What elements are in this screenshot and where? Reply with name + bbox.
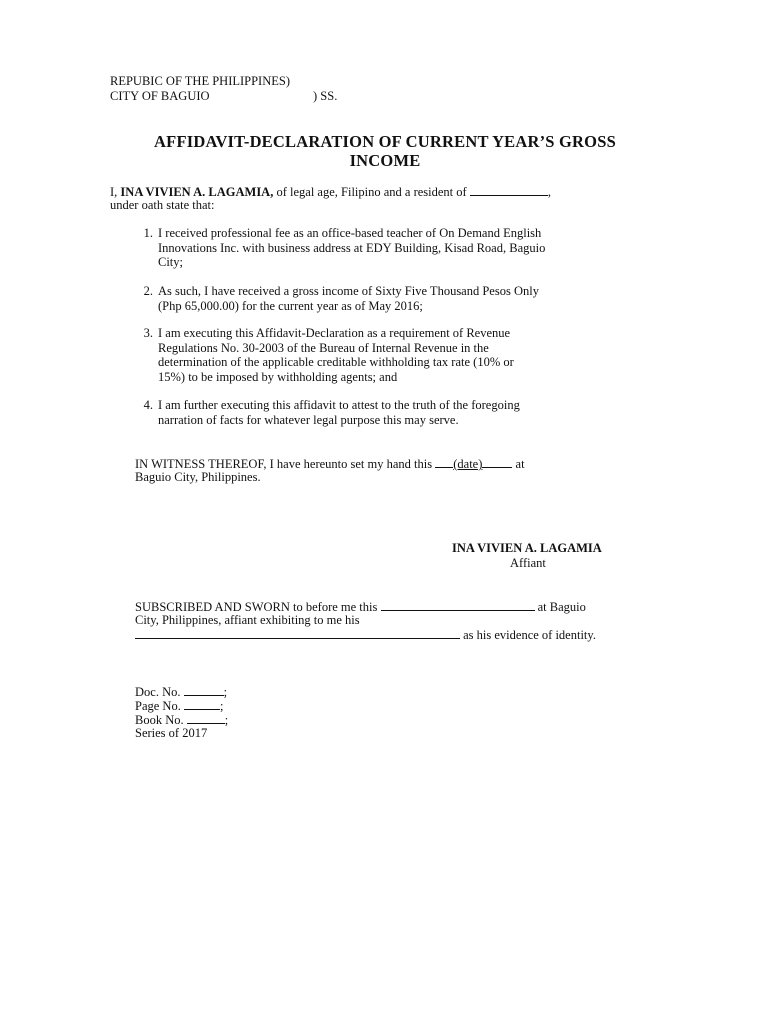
list-line: As such, I have received a gross income of Sixty Five Thousand Pesos Only xyxy=(158,284,539,298)
jurat-text-end: at Baguio xyxy=(534,600,586,614)
doc-no-blank xyxy=(184,684,224,696)
list-item-text xyxy=(158,398,638,427)
intro-line2: under oath state that: xyxy=(110,198,215,212)
list-number: 2. xyxy=(143,284,153,298)
list-item-1 xyxy=(0,226,768,269)
intro-text: of legal age, Filipino and a resident of xyxy=(273,185,470,199)
list-line: 15%) to be imposed by withholding agents; and xyxy=(158,369,398,384)
jurat-date-blank xyxy=(381,599,535,611)
id-blank xyxy=(135,627,460,639)
list-item-2 xyxy=(0,284,768,313)
book-no-end: ; xyxy=(224,713,229,727)
list-item-4 xyxy=(0,398,768,427)
residence-blank xyxy=(470,184,548,196)
caption-ss: ) SS. xyxy=(313,89,338,103)
list-line: (Php 65,000.00) for the current year as of May 2016; xyxy=(158,298,423,313)
doc-no-label: Doc. No. xyxy=(135,685,184,699)
page-no-label: Page No. xyxy=(135,699,184,713)
date-blank-left xyxy=(435,456,453,468)
page-no-blank xyxy=(184,698,220,710)
caption-republic: REPUBIC OF THE PHILIPPINES) xyxy=(110,74,290,88)
intro-prefix: I, xyxy=(110,185,121,199)
list-line: Innovations Inc. with business address at EDY Building, Kisad Road, Baguio xyxy=(158,240,546,255)
list-line: narration of facts for whatever legal purpose this may serve. xyxy=(158,412,459,427)
list-line: I am executing this Affidavit-Declaration as a requirement of Revenue xyxy=(158,326,511,340)
list-number: 4. xyxy=(143,398,153,412)
series-line: Series of 2017 xyxy=(135,726,208,740)
intro-suffix: , xyxy=(547,185,551,199)
list-item-text xyxy=(158,226,638,270)
document-title-line1: AFFIDAVIT-DECLARATION OF CURRENT YEAR’S GROSS xyxy=(154,132,616,151)
jurat-line3 xyxy=(135,627,596,643)
affiant-name-intro: INA VIVIEN A. LAGAMIA, xyxy=(120,185,274,199)
list-line: I am further executing this affidavit to attest to the truth of the foregoing xyxy=(158,398,520,412)
list-line: Regulations No. 30-2003 of the Bureau of Internal Revenue in the xyxy=(158,340,489,355)
date-blank-right xyxy=(482,456,512,468)
doc-no-end: ; xyxy=(223,685,228,699)
list-number: 1. xyxy=(143,226,153,240)
list-item-3 xyxy=(0,326,768,384)
witness-text-end: at xyxy=(512,457,525,471)
jurat-text: SUBSCRIBED AND SWORN to before me this xyxy=(135,600,381,614)
caption-city: CITY OF BAGUIO xyxy=(110,89,210,103)
affiant-signature-name: INA VIVIEN A. LAGAMIA xyxy=(452,541,602,555)
book-no-blank xyxy=(187,712,225,724)
jurat-line3-text: as his evidence of identity. xyxy=(460,628,596,642)
book-no-label: Book No. xyxy=(135,713,187,727)
list-line: determination of the applicable creditable withholding tax rate (10% or xyxy=(158,355,514,369)
list-line: City; xyxy=(158,255,184,269)
affiant-label: Affiant xyxy=(510,556,546,570)
list-item-text xyxy=(158,284,638,313)
list-item-text xyxy=(158,326,638,384)
witness-text: IN WITNESS THEREOF, I have hereunto set my hand this xyxy=(135,457,436,471)
list-line: I received professional fee as an office-based teacher of On Demand English xyxy=(158,226,542,240)
document-title-line2: INCOME xyxy=(349,151,421,170)
jurat-line2: City, Philippines, affiant exhibiting to me his xyxy=(135,613,360,627)
date-placeholder: (date) xyxy=(453,457,483,471)
witness-line2: Baguio City, Philippines. xyxy=(135,470,261,484)
list-number: 3. xyxy=(143,326,153,340)
page-no-end: ; xyxy=(219,699,224,713)
